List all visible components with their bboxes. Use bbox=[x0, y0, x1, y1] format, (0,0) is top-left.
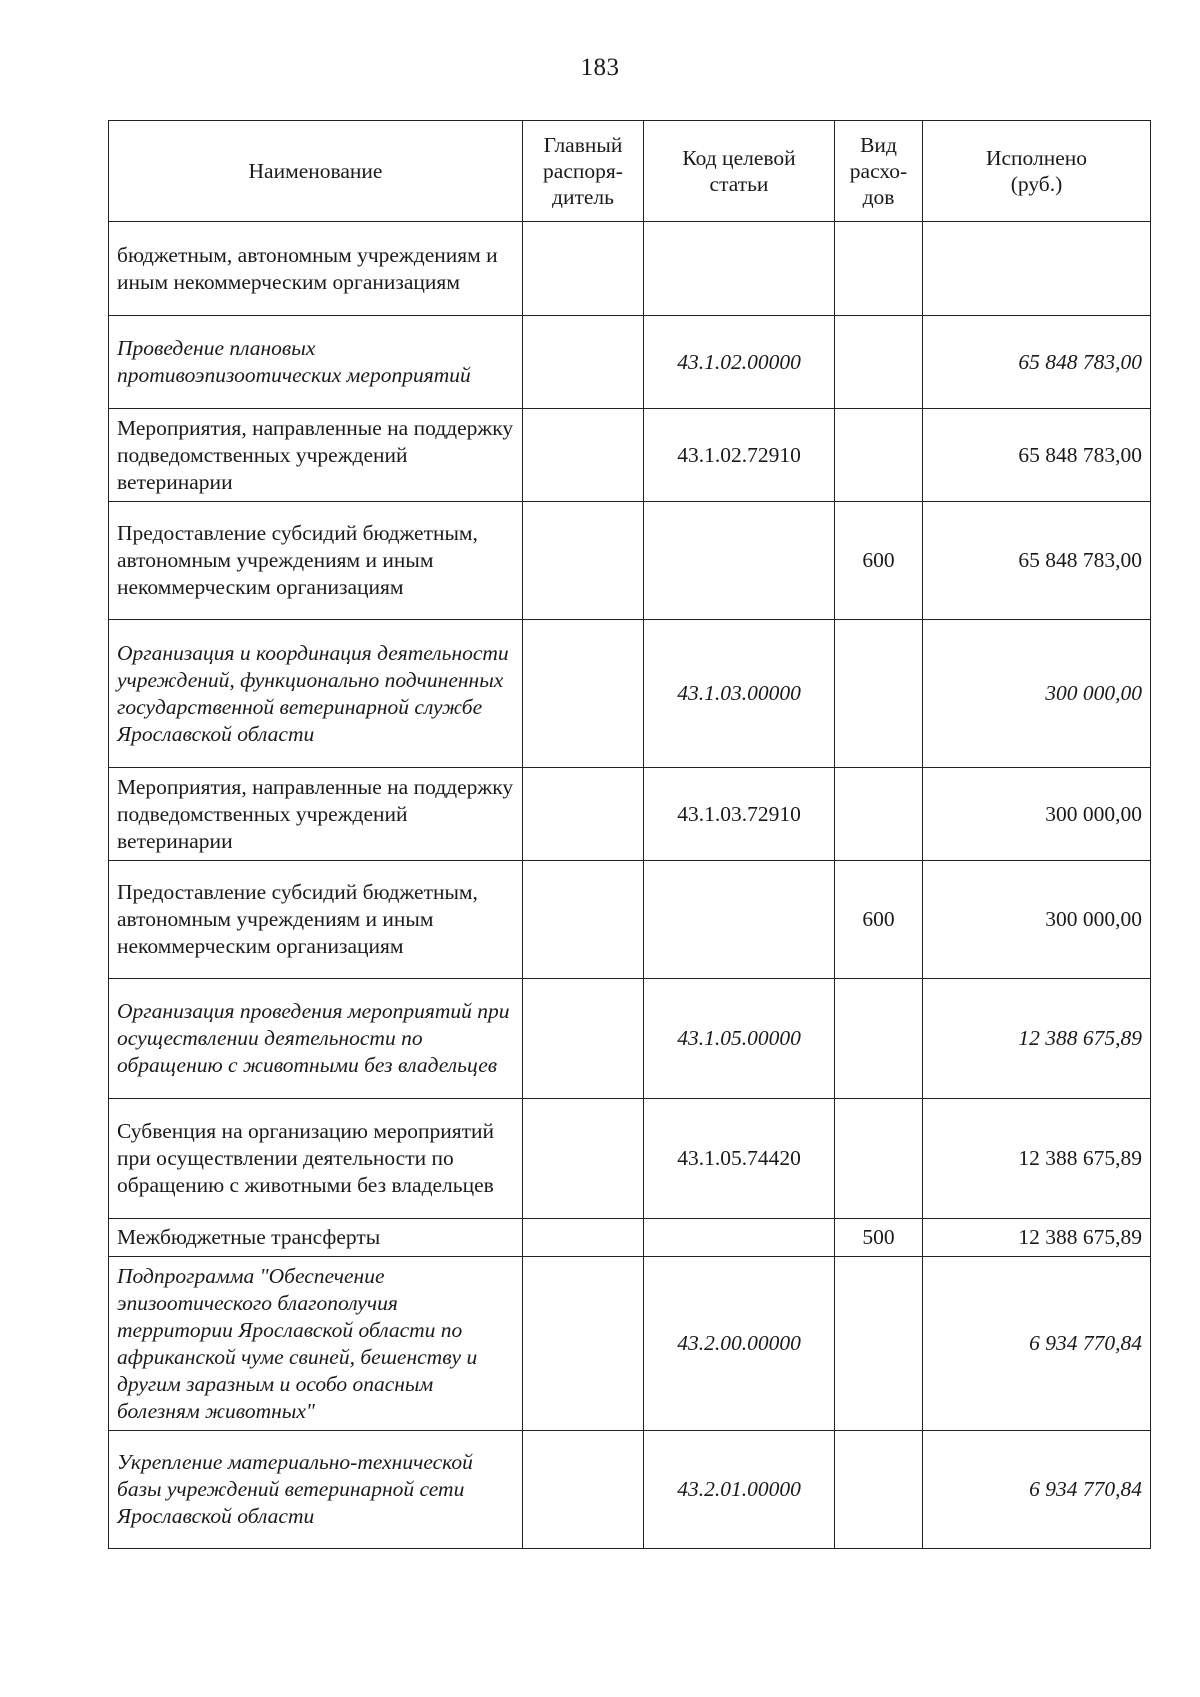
cell-manager bbox=[523, 861, 644, 979]
cell-name: Мероприятия, направленные на поддержку подведомственных учреждений ветеринарии bbox=[109, 409, 523, 502]
cell-name: Предоставление субсидий бюджетным, автономным учреждениям и иным некоммерческим организациям bbox=[109, 502, 523, 620]
cell-type: 600 bbox=[835, 502, 923, 620]
cell-type: 600 bbox=[835, 861, 923, 979]
cell-executed: 65 848 783,00 bbox=[923, 502, 1151, 620]
header-code: Код целевой статьи bbox=[644, 121, 835, 222]
cell-code: 43.2.00.00000 bbox=[644, 1257, 835, 1431]
cell-manager bbox=[523, 1219, 644, 1257]
cell-code: 43.1.05.00000 bbox=[644, 979, 835, 1099]
cell-executed: 300 000,00 bbox=[923, 861, 1151, 979]
cell-executed: 12 388 675,89 bbox=[923, 1099, 1151, 1219]
cell-name: Субвенция на организацию мероприятий при осуществлении деятельности по обращению с животными без владельцев bbox=[109, 1099, 523, 1219]
table-row bbox=[109, 1099, 1151, 1219]
cell-code bbox=[644, 222, 835, 316]
cell-type bbox=[835, 1257, 923, 1431]
cell-name: Подпрограмма "Обеспечение эпизоотического благополучия территории Ярославской области по африканской чуме свиней, бешенству и другим заразным и особо опасным болезням животных" bbox=[109, 1257, 523, 1431]
table-body bbox=[109, 222, 1151, 1549]
cell-name: Укрепление материально-технической базы учреждений ветеринарной сети Ярославской области bbox=[109, 1431, 523, 1549]
cell-manager bbox=[523, 768, 644, 861]
cell-manager bbox=[523, 222, 644, 316]
table-row bbox=[109, 316, 1151, 409]
cell-name: Организация и координация деятельности учреждений, функционально подчиненных государственной ветеринарной службе Ярославской области bbox=[109, 620, 523, 768]
header-executed: Исполнено (руб.) bbox=[923, 121, 1151, 222]
cell-executed: 65 848 783,00 bbox=[923, 316, 1151, 409]
cell-executed: 6 934 770,84 bbox=[923, 1431, 1151, 1549]
table-row bbox=[109, 620, 1151, 768]
cell-code bbox=[644, 502, 835, 620]
cell-manager bbox=[523, 1257, 644, 1431]
cell-type bbox=[835, 620, 923, 768]
cell-type bbox=[835, 222, 923, 316]
cell-manager bbox=[523, 1099, 644, 1219]
cell-manager bbox=[523, 316, 644, 409]
cell-code: 43.1.03.72910 bbox=[644, 768, 835, 861]
cell-manager bbox=[523, 1431, 644, 1549]
cell-name: бюджетным, автономным учреждениям и иным некоммерческим организациям bbox=[109, 222, 523, 316]
table-row bbox=[109, 502, 1151, 620]
cell-executed: 12 388 675,89 bbox=[923, 1219, 1151, 1257]
cell-manager bbox=[523, 979, 644, 1099]
table-row bbox=[109, 861, 1151, 979]
cell-code: 43.1.03.00000 bbox=[644, 620, 835, 768]
cell-type bbox=[835, 1431, 923, 1549]
cell-manager bbox=[523, 502, 644, 620]
table-header-row bbox=[109, 121, 1151, 222]
cell-code bbox=[644, 1219, 835, 1257]
page-number: 183 bbox=[580, 54, 620, 81]
cell-executed bbox=[923, 222, 1151, 316]
budget-table bbox=[108, 120, 1151, 1549]
cell-type bbox=[835, 316, 923, 409]
cell-code: 43.1.05.74420 bbox=[644, 1099, 835, 1219]
cell-manager bbox=[523, 409, 644, 502]
header-name: Наименование bbox=[109, 121, 523, 222]
cell-executed: 300 000,00 bbox=[923, 768, 1151, 861]
table-row bbox=[109, 979, 1151, 1099]
cell-code bbox=[644, 861, 835, 979]
table-row bbox=[109, 768, 1151, 861]
table-row bbox=[109, 1431, 1151, 1549]
header-type: Вид расхо- дов bbox=[835, 121, 923, 222]
cell-name: Предоставление субсидий бюджетным, автономным учреждениям и иным некоммерческим организациям bbox=[109, 861, 523, 979]
cell-code: 43.1.02.72910 bbox=[644, 409, 835, 502]
header-manager: Главный распоря- дитель bbox=[523, 121, 644, 222]
table-row bbox=[109, 409, 1151, 502]
cell-type bbox=[835, 1099, 923, 1219]
cell-name: Мероприятия, направленные на поддержку подведомственных учреждений ветеринарии bbox=[109, 768, 523, 861]
cell-type bbox=[835, 979, 923, 1099]
cell-manager bbox=[523, 620, 644, 768]
cell-type bbox=[835, 768, 923, 861]
cell-executed: 65 848 783,00 bbox=[923, 409, 1151, 502]
cell-code: 43.1.02.00000 bbox=[644, 316, 835, 409]
cell-type: 500 bbox=[835, 1219, 923, 1257]
cell-type bbox=[835, 409, 923, 502]
table-row bbox=[109, 1219, 1151, 1257]
cell-name: Организация проведения мероприятий при осуществлении деятельности по обращению с животными без владельцев bbox=[109, 979, 523, 1099]
cell-executed: 6 934 770,84 bbox=[923, 1257, 1151, 1431]
cell-code: 43.2.01.00000 bbox=[644, 1431, 835, 1549]
cell-name: Межбюджетные трансферты bbox=[109, 1219, 523, 1257]
table-row bbox=[109, 222, 1151, 316]
cell-executed: 300 000,00 bbox=[923, 620, 1151, 768]
table-row bbox=[109, 1257, 1151, 1431]
cell-name: Проведение плановых противоэпизоотических мероприятий bbox=[109, 316, 523, 409]
cell-executed: 12 388 675,89 bbox=[923, 979, 1151, 1099]
